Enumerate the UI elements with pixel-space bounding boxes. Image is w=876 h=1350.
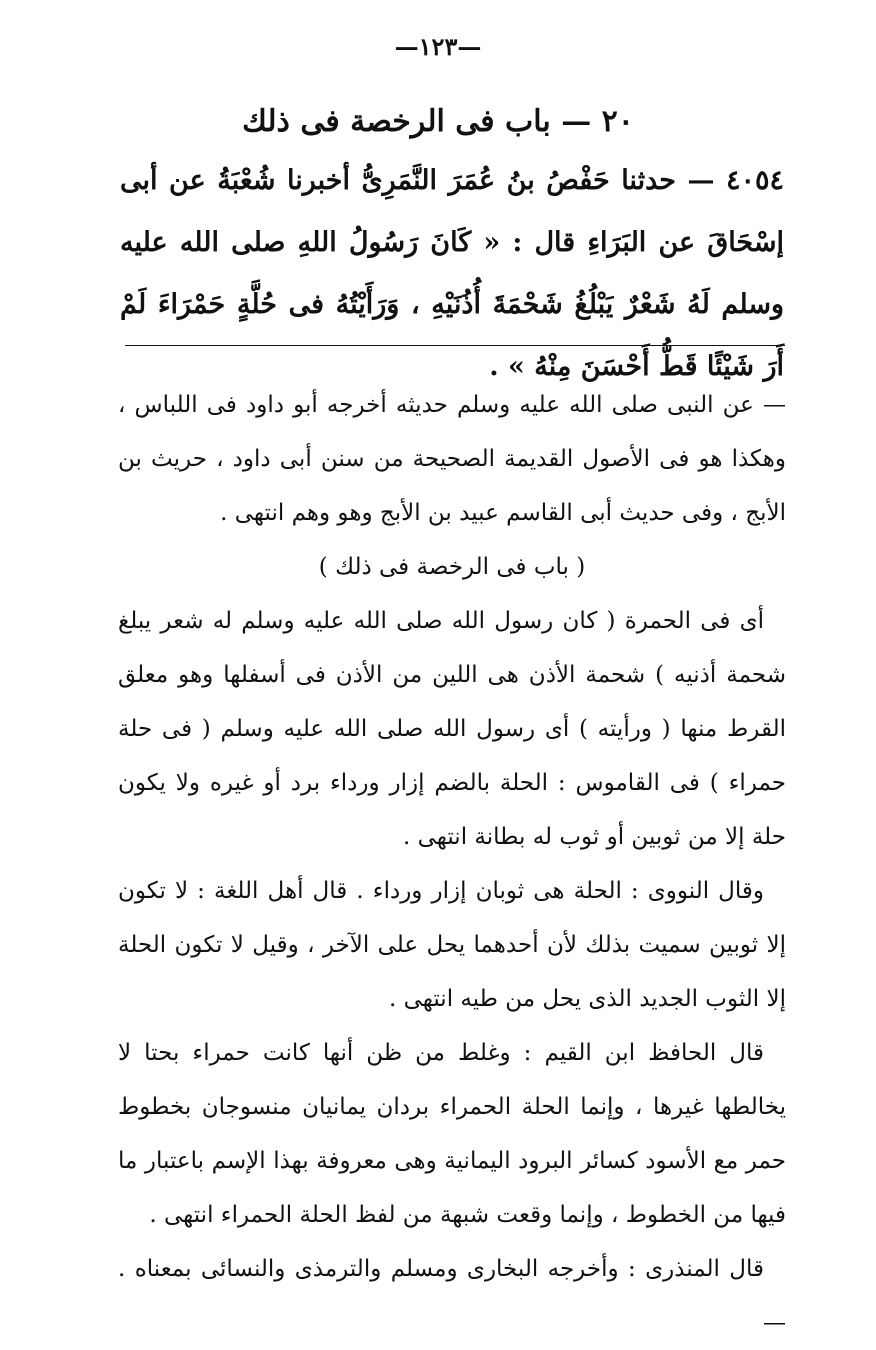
commentary-paragraph-5: قال المنذرى : وأخرجه البخارى ومسلم والترمذى والنسائى بمعناه . — xyxy=(118,1256,786,1336)
commentary-paragraph-1: — عن النبى صلى الله عليه وسلم حديثه أخرجه أبو داود فى اللباس ، وهكذا هو فى الأصول القديمة الصحيحة من سنن أبى داود ، حريث بن الأبج ، وفى حديث أبى القاسم عبيد بن الأبج وهو وهم انتهى . xyxy=(118,392,786,526)
commentary-paragraph-3: وقال النووى : الحلة هى ثوبان إزار ورداء . قال أهل اللغة : لا تكون إلا ثوبين سميت بذلك لأن أحدهما يحل على الآخر ، وقيل لا تكون الحلة إلا الثوب الجديد الذى يحل من طيه انتهى . xyxy=(118,878,786,1012)
chapter-heading: ٢٠ — باب فى الرخصة فى ذلك xyxy=(242,104,634,139)
footnote-divider xyxy=(125,345,785,346)
hadith-text: ٤٠٥٤ — حدثنا حَفْصُ بنُ عُمَرَ النَّمَرِىُّ أخبرنا شُعْبَةُ عن أبى إسْحَاقَ عن البَرَاءِ قال : « كَانَ رَسُولُ اللهِ صلى الله عليه وسلم لَهُ شَعْرٌ يَبْلُغُ شَحْمَةَ أُذُنَيْهِ ، وَرَأَيْتُهُ فى حُلَّةٍ حَمْرَاءَ لَمْ أَرَ شَيْئًا قَطُّ أَحْسَنَ مِنْهُ » . xyxy=(120,165,784,382)
commentary-paragraph-4: قال الحافظ ابن القيم : وغلط من ظن أنها كانت حمراء بحتا لا يخالطها غيرها ، وإنما الحلة الحمراء بردان يمانيان منسوجان بخطوط حمر مع الأسود كسائر البرود اليمانية وهى معروفة بهذا الإسم باعتبار ما فيها من الخطوط ، وإنما وقعت شبهة من لفظ الحلة الحمراء انتهى . xyxy=(118,1040,786,1228)
page-number: —١٢٣— xyxy=(394,32,482,61)
commentary-sub-heading: ( باب فى الرخصة فى ذلك ) xyxy=(318,554,586,580)
commentary-section xyxy=(118,378,786,1350)
commentary-paragraph-2: أى فى الحمرة ( كان رسول الله صلى الله عليه وسلم له شعر يبلغ شحمة أذنيه ) شحمة الأذن هى اللين من الأذن فى أسفلها وهو معلق القرط منها ( ورأيته ) أى رسول الله صلى الله عليه وسلم ( فى حلة حمراء ) فى القاموس : الحلة بالضم إزار ورداء برد أو غيره ولا يكون حلة إلا من ثوبين أو ثوب له بطانة انتهى . xyxy=(118,608,786,850)
